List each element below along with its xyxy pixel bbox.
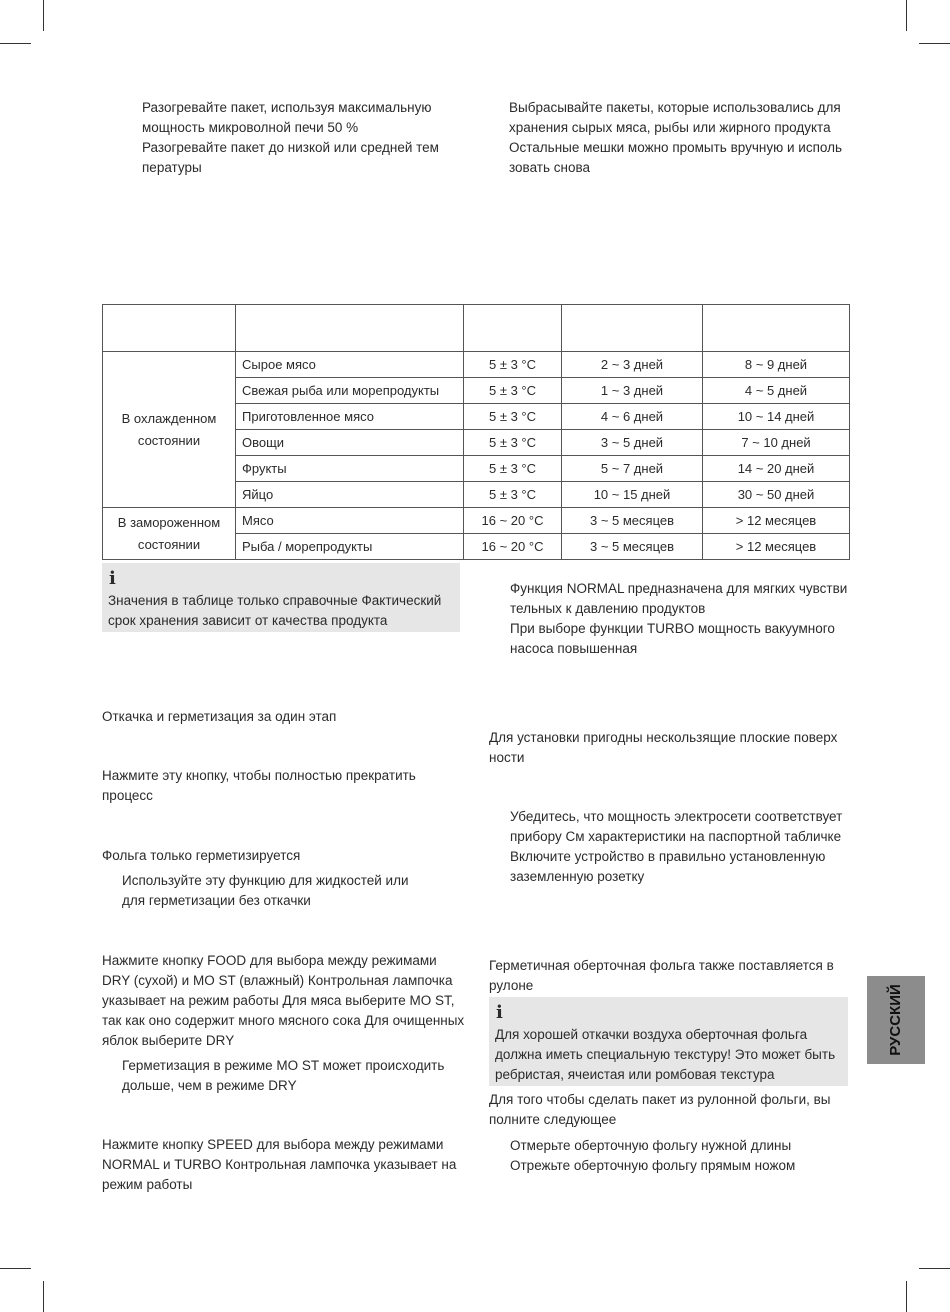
info-icon: i — [109, 568, 116, 589]
vacuum-storage-cell: > 12 месяцев — [703, 534, 850, 560]
text-line: Герметичная оберточная фольга также поставляется в — [489, 958, 834, 973]
temp-cell: 5 ± 3 °C — [464, 456, 562, 482]
normal-storage-cell: 5 ~ 7 дней — [562, 456, 703, 482]
food-cell: Фрукты — [236, 456, 464, 482]
text-line: Убедитесь, что мощность электросети соответствует — [510, 809, 843, 824]
normal-storage-cell: 3 ~ 5 месяцев — [562, 508, 703, 534]
seal-only-note — [122, 871, 409, 911]
temp-cell: 5 ± 3 °C — [464, 352, 562, 378]
group-label: состоянии — [137, 536, 201, 552]
crop-mark — [43, 1281, 44, 1312]
surface-description — [489, 728, 837, 768]
power-instructions — [510, 807, 842, 887]
food-cell: Яйцо — [236, 482, 464, 508]
text-line: Остальные мешки можно промыть вручную и исполь — [509, 140, 843, 155]
table-header-cell — [464, 305, 562, 352]
text-line: должна иметь специальную текстуру! Это может быть — [495, 1047, 836, 1062]
text-line: Герметизация в режиме MO ST может происходить — [122, 1058, 445, 1073]
vacuum-storage-cell: > 12 месяцев — [703, 508, 850, 534]
vacuum-storage-cell: 10 ~ 14 дней — [703, 404, 850, 430]
text-line: Для хорошей откачки воздуха оберточная фольга — [495, 1027, 808, 1042]
group-chilled — [103, 352, 236, 508]
text-line: ности — [489, 750, 525, 765]
table-row — [103, 508, 850, 534]
text-line: прибору См характеристики на паспортной табличке — [510, 829, 842, 844]
vacuum-storage-cell: 30 ~ 50 дней — [703, 482, 850, 508]
text-line: DRY (сухой) и MO ST (влажный) Контрольная лампочка — [102, 973, 453, 988]
food-cell: Мясо — [236, 508, 464, 534]
crop-mark — [906, 1281, 907, 1312]
text-line: Включите устройство в правильно установленную — [510, 849, 826, 864]
text-line: мощность микроволной печи 50 % — [142, 120, 359, 135]
text-line: Нажмите эту кнопку, чтобы полностью прекратить — [102, 768, 416, 783]
table-header-cell — [703, 305, 850, 352]
bag-intro — [489, 1090, 831, 1130]
roll-description — [489, 956, 834, 996]
info-note-texture — [489, 997, 848, 1086]
text-line: заземленную розетку — [510, 869, 645, 884]
crop-mark — [906, 0, 907, 31]
group-frozen — [103, 508, 236, 560]
text-line: насоса повышенная — [510, 641, 638, 656]
text-line: Отмерьте оберточную фольгу нужной длины — [510, 1138, 792, 1153]
temp-cell: 5 ± 3 °C — [464, 482, 562, 508]
text-line: Разогревайте пакет, используя максимальную — [142, 100, 432, 115]
speed-function-notes — [510, 579, 847, 659]
text-line: полните следующее — [489, 1112, 617, 1127]
text-line: тельных к давлению продуктов — [510, 601, 706, 616]
vacuum-storage-cell: 4 ~ 5 дней — [703, 378, 850, 404]
language-tab — [867, 976, 925, 1064]
text-line: зовать снова — [509, 160, 590, 175]
text-line: рулоне — [489, 978, 534, 993]
text-line: для герметизации без откачки — [122, 893, 311, 908]
text-line: Разогревайте пакет до низкой или средней тем — [142, 140, 439, 155]
temp-cell: 5 ± 3 °C — [464, 378, 562, 404]
normal-storage-cell: 10 ~ 15 дней — [562, 482, 703, 508]
normal-storage-cell: 3 ~ 5 дней — [562, 430, 703, 456]
text-line: режим работы — [102, 1177, 193, 1192]
food-cell: Сырое мясо — [236, 352, 464, 378]
group-label: состоянии — [137, 432, 201, 448]
temp-cell: 16 ~ 20 °C — [464, 534, 562, 560]
group-label: В охлажденном — [121, 410, 217, 426]
text-line: пературы — [142, 160, 202, 175]
text-line: Нажмите кнопку FOOD для выбора между режимами — [102, 953, 437, 968]
vacuum-storage-cell: 14 ~ 20 дней — [703, 456, 850, 482]
table-row — [103, 352, 850, 378]
crop-mark — [919, 43, 950, 44]
food-mode-description — [102, 951, 464, 1051]
temp-cell: 5 ± 3 °C — [464, 430, 562, 456]
text-line: NORMAL и TURBO Контрольная лампочка указывает на — [102, 1157, 457, 1172]
food-cell: Рыба / морепродукты — [236, 534, 464, 560]
text-line: срок хранения зависит от качества продукта — [108, 613, 388, 628]
normal-storage-cell: 3 ~ 5 месяцев — [562, 534, 703, 560]
table-header-cell — [236, 305, 464, 352]
text-line: При выборе функции TURBO мощность вакуумного — [510, 621, 835, 636]
table-header-cell — [103, 305, 236, 352]
food-cell: Овощи — [236, 430, 464, 456]
vac-seal-description: Откачка и герметизация за один этап — [102, 709, 337, 724]
crop-mark — [0, 43, 31, 44]
food-cell: Свежая рыба или морепродукты — [236, 378, 464, 404]
text-line: Для того чтобы сделать пакет из рулонной фольги, вы — [489, 1092, 831, 1107]
text-line: Функция NORMAL предназначена для мягких чувстви — [510, 581, 848, 596]
vacuum-storage-cell: 8 ~ 9 дней — [703, 352, 850, 378]
info-icon: i — [496, 1002, 503, 1023]
text-line: Значения в таблице только справочные Фактический — [108, 593, 442, 608]
food-cell: Приготовленное мясо — [236, 404, 464, 430]
storage-table — [102, 304, 850, 560]
text-line: яблок выберите DRY — [102, 1033, 235, 1048]
normal-storage-cell: 4 ~ 6 дней — [562, 404, 703, 430]
table-header-row — [103, 305, 850, 352]
crop-mark — [0, 1268, 31, 1269]
language-tab-label: РУССКИЙ — [887, 984, 904, 1056]
text-line: Используйте эту функцию для жидкостей или — [122, 873, 409, 888]
info-text — [108, 591, 441, 631]
text-line: процесс — [102, 788, 153, 803]
cancel-description — [102, 766, 416, 806]
seal-only-description: Фольга только герметизируется — [102, 848, 301, 863]
text-line: так как оно содержит много мясного сока Для очищенных — [102, 1013, 465, 1028]
bag-reuse-instructions — [509, 98, 842, 178]
text-line: хранения сырых мяса, рыбы или жирного продукта — [509, 120, 831, 135]
crop-mark — [919, 1268, 950, 1269]
text-line: ребристая, ячеистая или ромбовая текстура — [495, 1067, 775, 1082]
text-line: Отрежьте оберточную фольгу прямым ножом — [510, 1158, 796, 1173]
text-line: дольше, чем в режиме DRY — [122, 1078, 297, 1093]
text-line: Выбрасывайте пакеты, которые использовались для — [509, 100, 841, 115]
normal-storage-cell: 2 ~ 3 дней — [562, 352, 703, 378]
info-text — [495, 1025, 835, 1085]
text-line: Нажмите кнопку SPEED для выбора между режимами — [102, 1137, 444, 1152]
food-mode-note — [122, 1056, 444, 1096]
normal-storage-cell: 1 ~ 3 дней — [562, 378, 703, 404]
bag-steps — [510, 1136, 795, 1176]
info-note-table — [102, 563, 460, 632]
text-line: указывает на режим работы Для мяса выберите MO ST, — [102, 993, 455, 1008]
table-header-cell — [562, 305, 703, 352]
temp-cell: 16 ~ 20 °C — [464, 508, 562, 534]
speed-mode-description — [102, 1135, 456, 1195]
microwave-instructions — [142, 98, 439, 178]
crop-mark — [43, 0, 44, 31]
text-line: Для установки пригодны нескользящие плоские поверх — [489, 730, 838, 745]
temp-cell: 5 ± 3 °C — [464, 404, 562, 430]
group-label: В замороженном — [117, 514, 221, 530]
vacuum-storage-cell: 7 ~ 10 дней — [703, 430, 850, 456]
